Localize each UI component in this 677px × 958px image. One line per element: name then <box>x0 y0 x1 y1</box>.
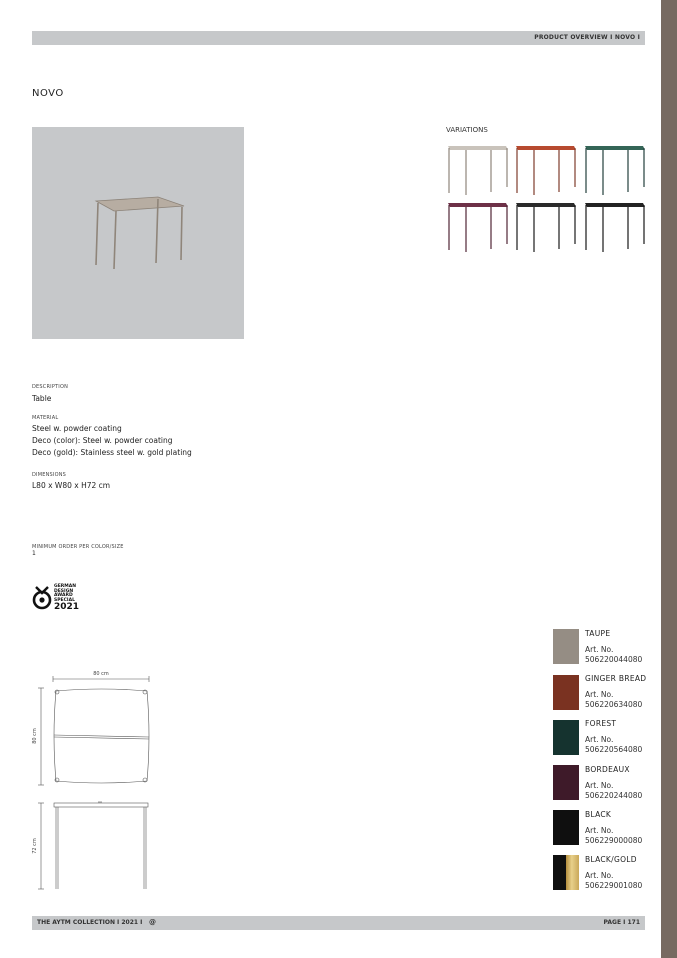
footer-bar <box>32 916 645 930</box>
swatch-art-label: Art. No. <box>585 781 614 790</box>
swatch-forest <box>553 720 579 755</box>
variation-gingerbread-image <box>514 143 578 197</box>
award-logo-icon <box>32 585 52 611</box>
side-accent-bar <box>661 0 677 958</box>
swatch-art-number: 506229001080 <box>585 881 643 890</box>
dimensions-label: DIMENSIONS <box>32 472 67 478</box>
material-line: Deco (gold): Stainless steel w. gold plating <box>32 448 192 457</box>
height-dimension-label: 72 cm <box>32 838 38 854</box>
material-label: MATERIAL <box>32 415 59 421</box>
award-line: AWARD <box>54 593 73 599</box>
dimension-drawing <box>28 668 168 894</box>
min-order-value: 1 <box>32 550 36 557</box>
swatch-art-number: 506220044080 <box>585 655 643 664</box>
variation-bordeaux-image <box>446 200 510 254</box>
footer-page-number: PAGE I 171 <box>603 919 640 926</box>
width-dimension-label: 80 cm <box>93 671 109 677</box>
variation-black-image <box>514 200 578 254</box>
design-award-badge <box>32 584 80 615</box>
swatch-art-label: Art. No. <box>585 645 614 654</box>
depth-dimension-label: 80 cm <box>32 728 38 744</box>
award-line: GERMAN <box>54 584 76 589</box>
swatch-art-number: 506229000080 <box>585 836 643 845</box>
swatch-art-label: Art. No. <box>585 735 614 744</box>
award-year: 2021 <box>54 602 80 613</box>
dimensions-text: L80 x W80 x H72 cm <box>32 481 111 490</box>
swatch-blackgold <box>553 855 579 890</box>
swatch-art-number: 506220244080 <box>585 791 643 800</box>
variation-blackgold-image <box>583 200 647 254</box>
min-order-label: MINIMUM ORDER PER COLOR/SIZE <box>32 544 124 550</box>
swatch-name: FOREST <box>585 719 617 728</box>
description-text: Table <box>32 394 52 403</box>
swatch-name: BORDEAUX <box>585 765 630 774</box>
description-label: DESCRIPTION <box>32 384 69 390</box>
swatch-name: BLACK <box>585 810 612 819</box>
swatch-art-label: Art. No. <box>585 690 614 699</box>
variations-label: VARIATIONS <box>446 126 488 134</box>
at-icon: @ <box>149 918 156 926</box>
swatch-art-number: 506220564080 <box>585 745 643 754</box>
swatch-art-label: Art. No. <box>585 871 614 880</box>
award-line: DESIGN <box>54 588 74 594</box>
footer-collection: THE AYTM COLLECTION I 2021 I <box>37 919 143 926</box>
product-title: NOVO <box>32 88 64 99</box>
swatch-black <box>553 810 579 845</box>
table-illustration <box>32 127 244 339</box>
material-line: Deco (color): Steel w. powder coating <box>32 436 173 445</box>
award-line: SPECIAL <box>54 597 75 603</box>
swatch-name: BLACK/GOLD <box>585 855 637 864</box>
variation-taupe-image <box>446 143 510 197</box>
swatch-name: TAUPE <box>585 629 611 638</box>
swatch-gingerbread <box>553 675 579 710</box>
swatch-taupe <box>553 629 579 664</box>
product-hero-image <box>32 127 244 339</box>
swatch-art-label: Art. No. <box>585 826 614 835</box>
award-text <box>54 585 94 612</box>
technical-drawing <box>28 668 168 898</box>
swatch-bordeaux <box>553 765 579 800</box>
material-line: Steel w. powder coating <box>32 424 122 433</box>
swatch-art-number: 506220634080 <box>585 700 643 709</box>
header-bar <box>32 31 645 45</box>
swatch-name: GINGER BREAD <box>585 674 647 683</box>
header-breadcrumb: PRODUCT OVERVIEW I NOVO I <box>534 34 640 41</box>
variation-forest-image <box>583 143 647 197</box>
